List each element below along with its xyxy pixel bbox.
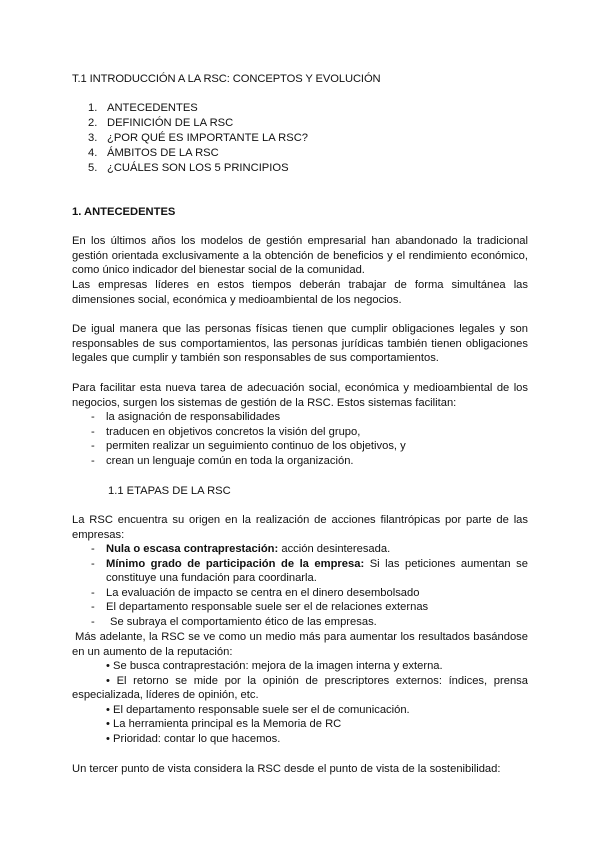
document-title: T.1 INTRODUCCIÓN A LA RSC: CONCEPTOS Y EVOLUCIÓN <box>72 73 381 85</box>
toc-item: 2. DEFINICIÓN DE LA RSC <box>88 117 234 129</box>
list-item: • El retorno se mide por la opinión de prescriptores externos: índices, prensa especializada, líderes de opinión, etc. <box>72 674 528 702</box>
toc-item: 1. ANTECEDENTES <box>88 102 198 114</box>
list-item: • El departamento responsable suele ser el de comunicación. <box>106 703 410 716</box>
subsection-heading: 1.1 ETAPAS DE LA RSC <box>108 485 231 497</box>
list-item: - crean un lenguaje común en toda la organización. <box>91 454 354 467</box>
paragraph: De igual manera que las personas físicas tienen que cumplir obligaciones legales y son responsables de sus comportamientos, las personas jurídicas también tienen obligaciones legales que cumplir y también son responsables de sus comportamientos. <box>72 323 528 365</box>
list-item: - Nula o escasa contraprestación: acción desinteresada. <box>91 543 391 555</box>
toc-item: 4. ÁMBITOS DE LA RSC <box>88 147 219 159</box>
list-item: • Se busca contraprestación: mejora de la imagen interna y externa. <box>106 660 443 672</box>
bullet-list <box>72 659 528 747</box>
list-item: - Mínimo grado de participación de la empresa: Si las peticiones aumentan se constituye una fundación para coordinarla. <box>91 557 528 585</box>
list-item: - La evaluación de impacto se centra en el dinero desembolsado <box>91 586 420 599</box>
list-item: - Se subraya el comportamiento ético de las empresas. <box>91 615 377 628</box>
dash-list <box>72 542 528 630</box>
toc-item: 5. ¿CUÁLES SON LOS 5 PRINCIPIOS <box>88 162 289 174</box>
paragraph: Las empresas líderes en estos tiempos deberán trabajar de forma simultánea las dimensiones social, económica y medioambiental de los negocios. <box>72 279 528 306</box>
list-item: - permiten realizar un seguimiento continuo de los objetivos, y <box>91 440 406 453</box>
paragraph: Más adelante, la RSC se ve como un medio más para aumentar los resultados basándose en un aumento de la reputación: <box>72 631 528 658</box>
paragraph: En los últimos años los modelos de gestión empresarial han abandonado la tradicional gestión orientada exclusivamente a la obtención de beneficios y el rendimiento económico, como único indicador del bienestar social de la comunidad. <box>72 235 528 277</box>
paragraph: Para facilitar esta nueva tarea de adecuación social, económica y medioambiental de los negocios, surgen los sistemas de gestión de la RSC. Estos sistemas facilitan: <box>72 382 528 409</box>
table-of-contents <box>88 101 308 176</box>
list-item: - la asignación de responsabilidades <box>91 411 281 423</box>
list-item: - traducen en objetivos concretos la visión del grupo, <box>91 425 361 438</box>
paragraph: Un tercer punto de vista considera la RSC desde el punto de vista de la sostenibilidad: <box>72 763 501 775</box>
toc-item: 3. ¿POR QUÉ ES IMPORTANTE LA RSC? <box>88 132 309 144</box>
list-item: - El departamento responsable suele ser el de relaciones externas <box>91 601 429 614</box>
list-item: • Prioridad: contar lo que hacemos. <box>106 732 281 745</box>
section-heading: 1. ANTECEDENTES <box>72 206 176 218</box>
list-item: • La herramienta principal es la Memoria de RC <box>106 718 342 731</box>
paragraph: La RSC encuentra su origen en la realización de acciones filantrópicas por parte de las empresas: <box>72 514 528 541</box>
dash-list <box>72 410 528 468</box>
